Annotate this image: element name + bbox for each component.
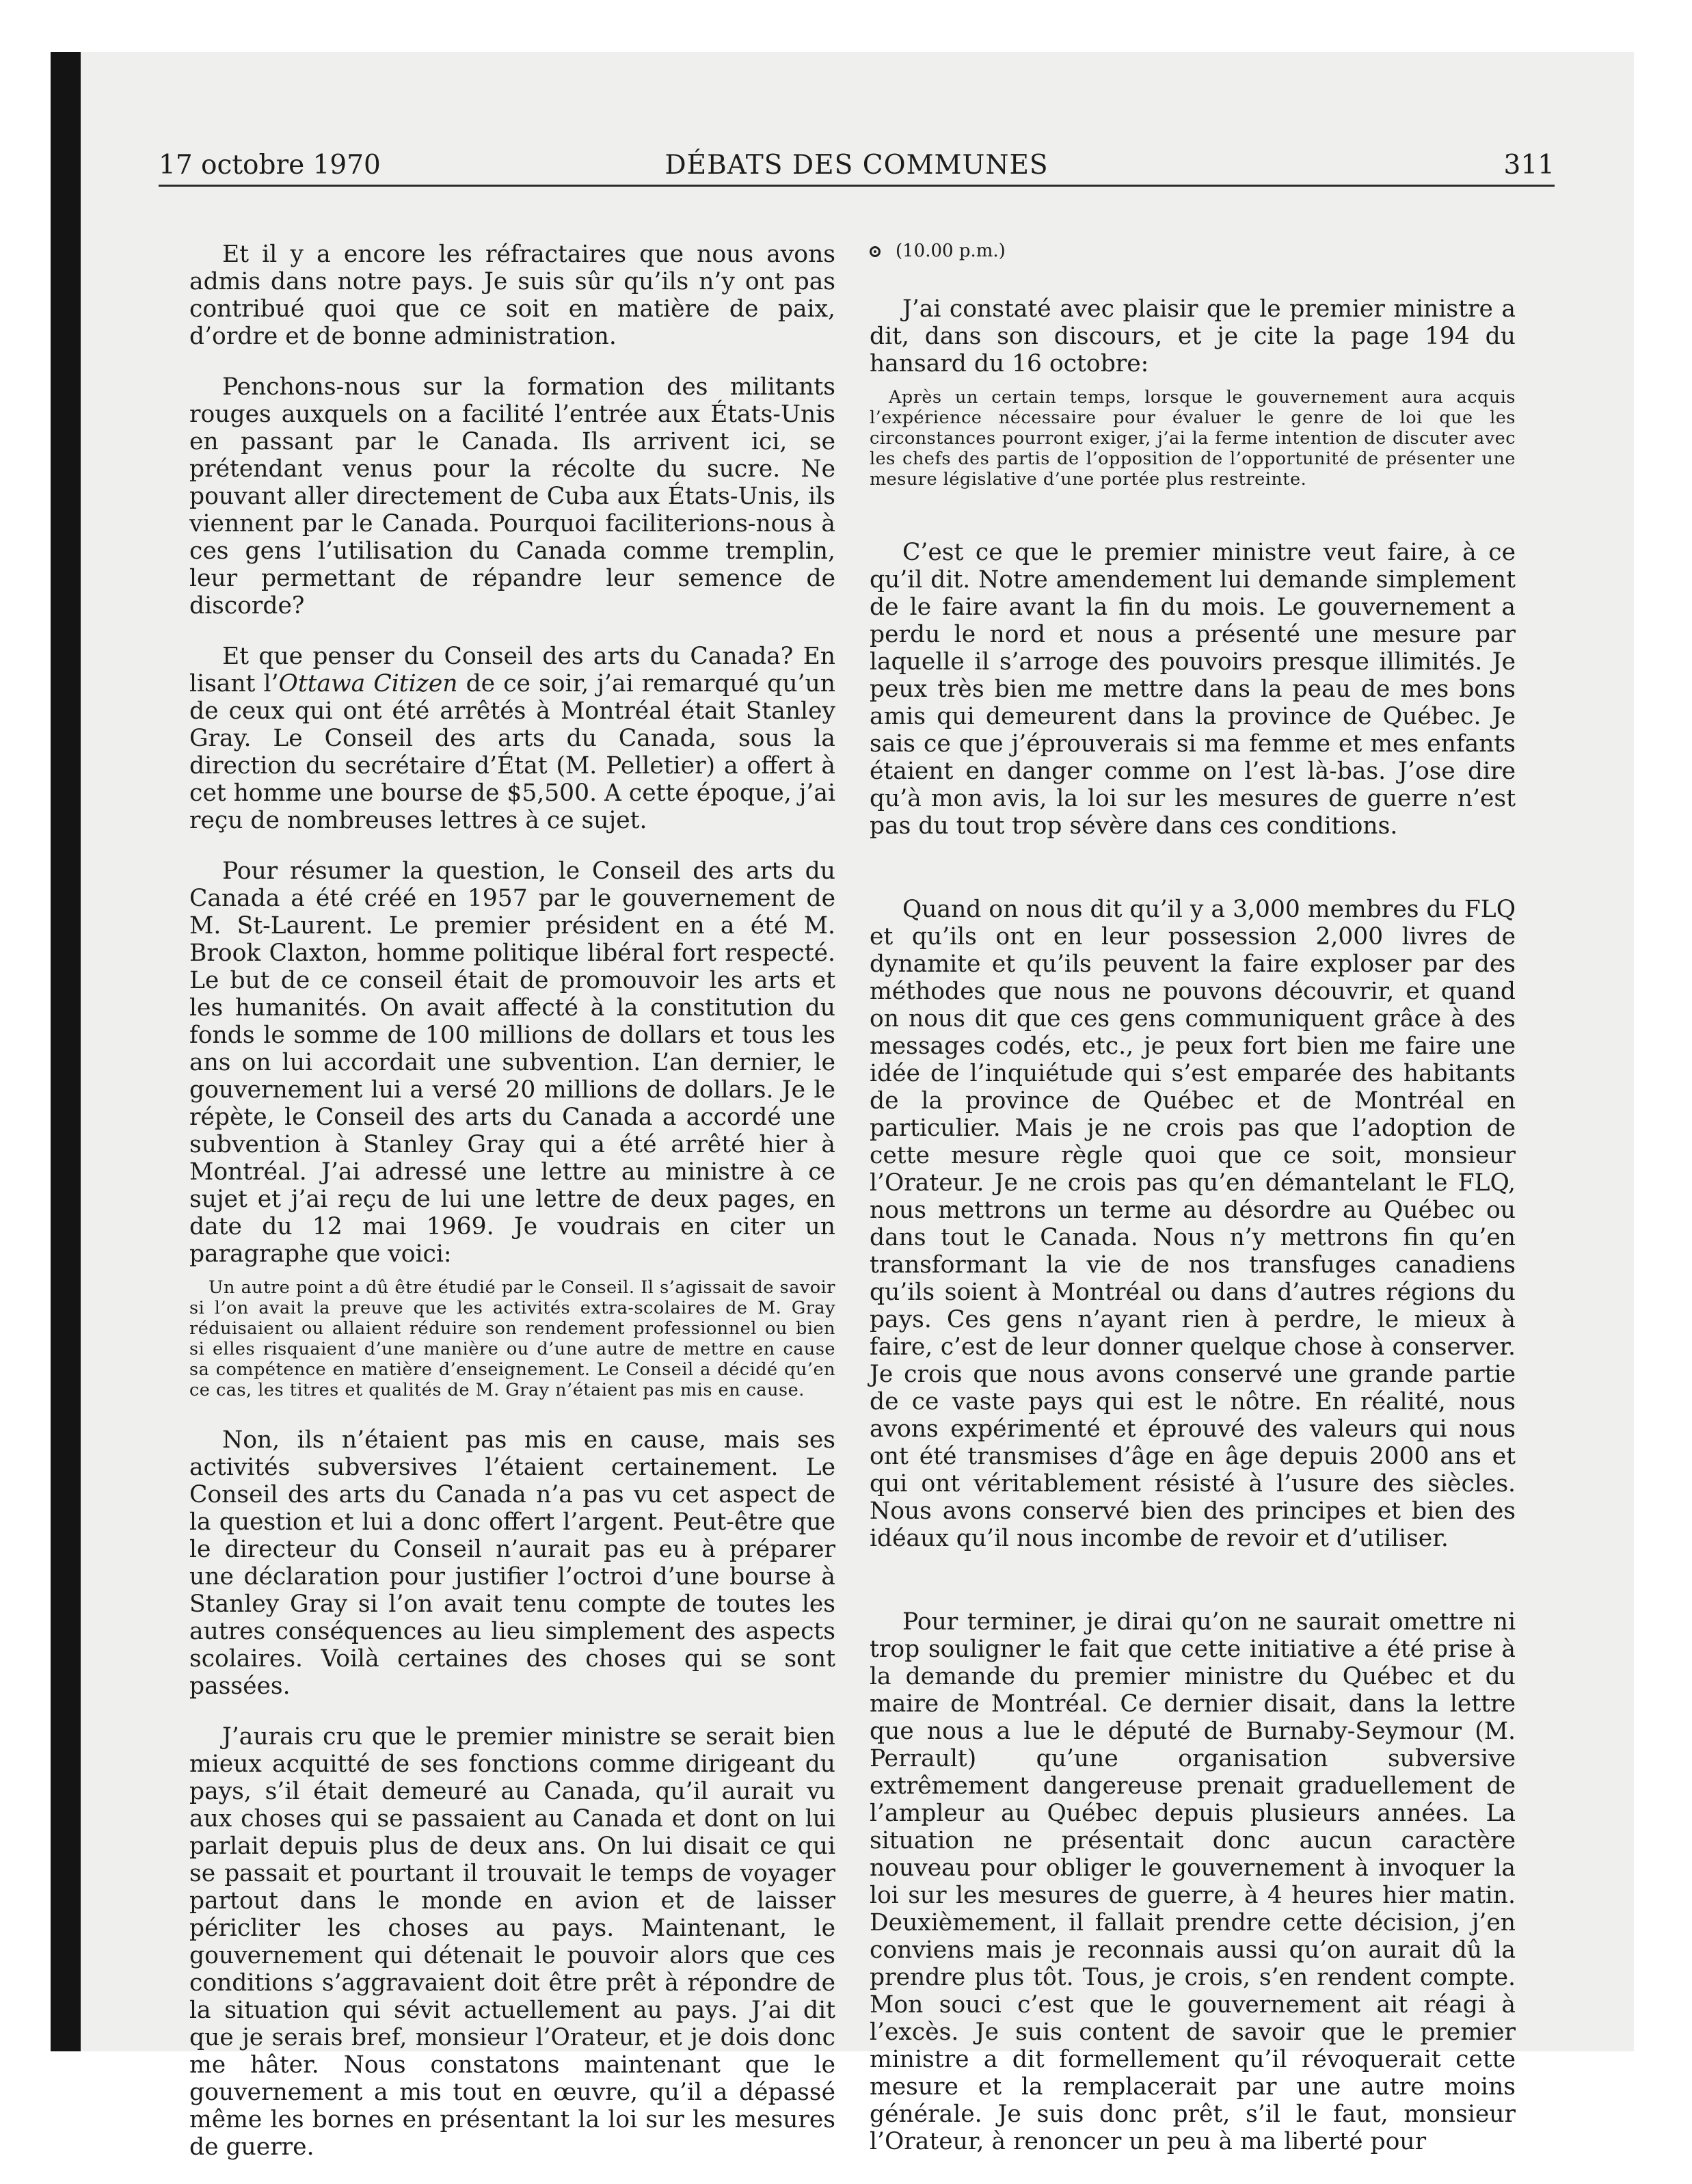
paragraph: Pour résumer la question, le Conseil des arts du Canada a été créé en 1957 par le gouvernement de M. St-Laurent. Le premier président en a été M. Brook Claxton, homme politique libéral fort respecté. Le but de ce conseil était de promouvoir les arts et les humanités. On avait affecté à la constitution du fonds le somme de 100 millions de dollars et tous les ans on lui accordait une subvention. L’an dernier, le gouvernement lui a versé 20 millions de dollars. Je le répète, le Conseil des arts du Canada a accordé une subvention à Stanley Gray qui a été arrêté hier à Montréal. J’ai adressé une lettre au ministre à ce sujet et j’ai reçu de lui une lettre de deux pages, en date du 12 mai 1969. Je voudrais en citer un paragraphe que voici: [189,857,835,1268]
paragraph: J’aurais cru que le premier ministre se serait bien mieux acquitté de ses fonctions comme dirigeant du pays, s’il était demeuré au Canada, qu’il aurait vu aux choses qui se passaient au Canada et dont on lui parlait depuis plus de deux ans. On lui disait ce qui se passait et pourtant il trouvait le temps de voyager partout dans le monde en avion et de laisser péricliter les choses au pays. Maintenant, le gouvernement qui détenait le pouvoir alors que ces conditions s’aggravaient doit être prêt à répondre de la situation qui sévit actuellement au pays. J’ai dit que je serais bref, monsieur l’Orateur, et je dois donc me hâter. Nous constatons maintenant que le gouvernement a mis tout en œuvre, qu’il a dépassé même les bornes en présentant la loi sur les mesures de guerre. [189,1723,835,2161]
block-quote: Après un certain temps, lorsque le gouvernement aura acquis l’expérience nécessaire pour évaluer le genre de loi que les circonstances pourront exiger, j’ai la ferme intention de discuter avec les chefs des partis de l’opposition de l’opportunité de présenter une mesure législative d’une portée plus restreinte. [870,387,1516,490]
newspaper-title: Ottawa Citizen [278,670,458,697]
header-title: DÉBATS DES COMMUNES [664,150,1049,181]
paragraph: Pour terminer, je dirai qu’on ne saurait omettre ni trop souligner le fait que cette initiative a été prise à la demande du premier ministre du Québec et du maire de Montréal. Ce dernier disait, dans la lettre que nous a lue le député de Burnaby-Seymour (M. Perrault) qu’une organisation subversive extrêmement dangereuse prenait graduellement de l’ampleur au Québec depuis plusieurs années. La situation ne présentait donc aucun caractère nouveau pour obliger le gouvernement à invoquer la loi sur les mesures de guerre, à 4 heures hier matin. Deuxièmement, il fallait prendre cette décision, j’en conviens mais je reconnais aussi qu’on aurait dû la prendre plus tôt. Tous, je crois, s’en rendent compte. Mon souci c’est que le gouvernement ait réagi à l’excès. Je suis content de savoir que le premier ministre a dit formellement qu’il révoquerait cette mesure et la remplacerait par une autre moins générale. Je suis donc prêt, s’il le faut, monsieur l’Orateur, à renoncer un peu à ma liberté pour [870,1608,1516,2155]
time-stamp-text: (10.00 p.m.) [896,241,1006,261]
left-column [189,241,835,2184]
block-quote: Un autre point a dû être étudié par le Conseil. Il s’agissait de savoir si l’on avait la preuve que les activités extra-scolaires de M. Gray réduisaient ou allaient réduire son rendement professionnel ou bien si elles risquaient d’une manière ou d’une autre de mettre en cause sa compétence en matière d’enseignement. Le Conseil a décidé qu’en ce cas, les titres et qualités de M. Gray n’étaient pas mis en cause. [189,1277,835,1400]
paragraph: C’est ce que le premier ministre veut faire, à ce qu’il dit. Notre amendement lui demande simplement de le faire avant la fin du mois. Le gouvernement a perdu le nord et nous a présenté une mesure par laquelle il s’arroge des pouvoirs presque illimités. Je peux très bien me mettre dans la peau de mes bons amis qui demeurent dans la province de Québec. Je sais ce que j’éprouverais si ma femme et mes enfants étaient en danger comme on l’est là-bas. J’ose dire qu’à mon avis, la loi sur les mesures de guerre n’est pas du tout trop sévère dans ces conditions. [870,539,1516,840]
page-header [159,150,1555,187]
paragraph-text: Et que penser du Conseil des arts du Canada? En lisant l’ [189,643,835,697]
time-stamp [870,241,1516,261]
paragraph: Penchons-nous sur la formation des militants rouges auxquels on a facilité l’entrée aux États-Unis en passant par le Canada. Ils arrivent ici, se prétendant venus pour la récolte du sucre. Ne pouvant aller directement de Cuba aux États-Unis, ils viennent par le Canada. Pourquoi faciliterions-nous à ces gens l’utilisation du Canada comme tremplin, leur permettant de répandre leur semence de discorde? [189,373,835,620]
paragraph [189,643,835,834]
paragraph: J’ai constaté avec plaisir que le premier ministre a dit, dans son discours, et je cite la page 194 du hansard du 16 octobre: [870,295,1516,377]
page-number: 311 [1503,150,1555,181]
paragraph: Quand on nous dit qu’il y a 3,000 membres du FLQ et qu’ils ont en leur possession 2,000 livres de dynamite et qu’ils peuvent la faire exploser par des méthodes que nous ne pouvons découvrir, et quand on nous dit que ces gens communiquent grâce à des messages codés, etc., je peux fort bien me faire une idée de l’inquiétude qui s’est emparée des habitants de la province de Québec et de Montréal en particulier. Mais je ne crois pas que l’adoption de cette mesure règle quoi que ce soit, monsieur l’Orateur. Je ne crois pas qu’en démantelant le FLQ, nous mettrons un terme au désordre au Québec ou dans tout le Canada. Nous n’y mettrons fin qu’en transformant la vie de nos transfuges canadiens qu’ils soient à Montréal ou dans d’autres régions du pays. Ces gens n’ayant rien à perdre, le mieux à faire, c’est de leur donner quelque chose à conserver. Je crois que nous avons conservé une grande partie de ce vaste pays qui est le nôtre. En réalité, nous avons expérimenté et éprouvé des valeurs qui nous ont été transmises d’âge en âge depuis 2000 ans et qui ont véritablement résisté à l’usure des siècles. Nous avons conservé bien des principes et bien des idéaux qu’il nous incombe de revoir et d’utiliser. [870,896,1516,1552]
right-column [870,241,1516,2179]
bullet-icon [870,246,881,257]
paragraph: Et il y a encore les réfractaires que nous avons admis dans notre pays. Je suis sûr qu’ils n’y ont pas contribué quoi que ce soit en matière de paix, d’ordre et de bonne administration. [189,241,835,350]
paragraph: Non, ils n’étaient pas mis en cause, mais ses activités subversives l’étaient certainement. Le Conseil des arts du Canada n’a pas vu cet aspect de la question et lui a donc offert l’argent. Peut-être que le directeur du Conseil n’aurait pas eu à préparer une déclaration pour justifier l’octroi d’une bourse à Stanley Gray si l’on avait tenu compte de toutes les autres conséquences au lieu simplement des aspects scolaires. Voilà certaines des choses qui se sont passées. [189,1426,835,1700]
scan-binding-edge [51,52,81,2051]
paragraph-text: de ce soir, j’ai remarqué qu’un de ceux qui ont été arrêtés à Montréal était Stanley Gray. Le Conseil des arts du Canada, sous la direction du secrétaire d’État (M. Pelletier) a offert à cet homme une bourse de $5,500. A cette époque, j’ai reçu de nombreuses lettres à ce sujet. [189,670,835,834]
header-date: 17 octobre 1970 [159,150,381,181]
